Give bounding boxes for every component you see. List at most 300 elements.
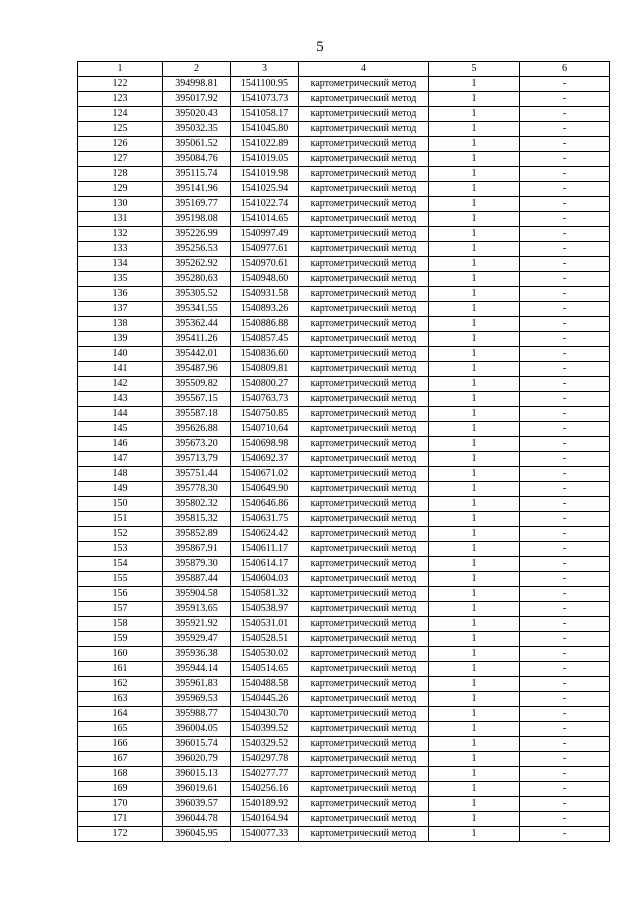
method-cell: картометрический метод <box>299 92 429 107</box>
description-cell: - <box>520 752 610 767</box>
y-coordinate-cell: 1540538.97 <box>231 602 299 617</box>
table-row <box>78 452 610 467</box>
column-header: 5 <box>429 62 520 77</box>
point-number-cell: 130 <box>78 197 163 212</box>
y-coordinate-cell: 1540399.52 <box>231 722 299 737</box>
y-coordinate-cell: 1540297.78 <box>231 752 299 767</box>
y-coordinate-cell: 1540886.88 <box>231 317 299 332</box>
description-cell: - <box>520 662 610 677</box>
accuracy-cell: 1 <box>429 497 520 512</box>
description-cell: - <box>520 77 610 92</box>
x-coordinate-cell: 396020.79 <box>163 752 231 767</box>
table-row <box>78 182 610 197</box>
description-cell: - <box>520 722 610 737</box>
accuracy-cell: 1 <box>429 137 520 152</box>
method-cell: картометрический метод <box>299 362 429 377</box>
description-cell: - <box>520 302 610 317</box>
point-number-cell: 170 <box>78 797 163 812</box>
description-cell: - <box>520 212 610 227</box>
point-number-cell: 139 <box>78 332 163 347</box>
table-row <box>78 77 610 92</box>
y-coordinate-cell: 1540698.98 <box>231 437 299 452</box>
method-cell: картометрический метод <box>299 257 429 272</box>
description-cell: - <box>520 287 610 302</box>
description-cell: - <box>520 827 610 842</box>
x-coordinate-cell: 395115.74 <box>163 167 231 182</box>
column-header: 4 <box>299 62 429 77</box>
description-cell: - <box>520 242 610 257</box>
x-coordinate-cell: 395280.63 <box>163 272 231 287</box>
accuracy-cell: 1 <box>429 362 520 377</box>
table-row <box>78 482 610 497</box>
y-coordinate-cell: 1540931.58 <box>231 287 299 302</box>
x-coordinate-cell: 395929.47 <box>163 632 231 647</box>
description-cell: - <box>520 347 610 362</box>
accuracy-cell: 1 <box>429 377 520 392</box>
point-number-cell: 136 <box>78 287 163 302</box>
point-number-cell: 125 <box>78 122 163 137</box>
description-cell: - <box>520 152 610 167</box>
point-number-cell: 147 <box>78 452 163 467</box>
x-coordinate-cell: 395032.35 <box>163 122 231 137</box>
x-coordinate-cell: 396015.13 <box>163 767 231 782</box>
point-number-cell: 127 <box>78 152 163 167</box>
table-row <box>78 812 610 827</box>
description-cell: - <box>520 257 610 272</box>
method-cell: картометрический метод <box>299 662 429 677</box>
x-coordinate-cell: 395198.08 <box>163 212 231 227</box>
x-coordinate-cell: 395567.15 <box>163 392 231 407</box>
accuracy-cell: 1 <box>429 557 520 572</box>
x-coordinate-cell: 395936.38 <box>163 647 231 662</box>
table-row <box>78 407 610 422</box>
accuracy-cell: 1 <box>429 527 520 542</box>
accuracy-cell: 1 <box>429 422 520 437</box>
y-coordinate-cell: 1540488.58 <box>231 677 299 692</box>
method-cell: картометрический метод <box>299 647 429 662</box>
column-header: 1 <box>78 62 163 77</box>
method-cell: картометрический метод <box>299 602 429 617</box>
x-coordinate-cell: 395988.77 <box>163 707 231 722</box>
description-cell: - <box>520 167 610 182</box>
x-coordinate-cell: 395673.20 <box>163 437 231 452</box>
accuracy-cell: 1 <box>429 572 520 587</box>
point-number-cell: 146 <box>78 437 163 452</box>
y-coordinate-cell: 1540857.45 <box>231 332 299 347</box>
table-row <box>78 242 610 257</box>
page-number: 5 <box>316 39 324 55</box>
accuracy-cell: 1 <box>429 287 520 302</box>
y-coordinate-cell: 1541022.89 <box>231 137 299 152</box>
y-coordinate-cell: 1540809.81 <box>231 362 299 377</box>
point-number-cell: 162 <box>78 677 163 692</box>
y-coordinate-cell: 1540514.65 <box>231 662 299 677</box>
y-coordinate-cell: 1540611.17 <box>231 542 299 557</box>
table-row <box>78 617 610 632</box>
table-row <box>78 692 610 707</box>
accuracy-cell: 1 <box>429 182 520 197</box>
table-row <box>78 677 610 692</box>
x-coordinate-cell: 396019.61 <box>163 782 231 797</box>
accuracy-cell: 1 <box>429 197 520 212</box>
method-cell: картометрический метод <box>299 302 429 317</box>
x-coordinate-cell: 395362.44 <box>163 317 231 332</box>
description-cell: - <box>520 482 610 497</box>
method-cell: картометрический метод <box>299 497 429 512</box>
description-cell: - <box>520 497 610 512</box>
table-row <box>78 647 610 662</box>
method-cell: картометрический метод <box>299 632 429 647</box>
description-cell: - <box>520 407 610 422</box>
description-cell: - <box>520 617 610 632</box>
table-row <box>78 107 610 122</box>
description-cell: - <box>520 797 610 812</box>
method-cell: картометрический метод <box>299 482 429 497</box>
point-number-cell: 122 <box>78 77 163 92</box>
y-coordinate-cell: 1540189.92 <box>231 797 299 812</box>
table-row <box>78 317 610 332</box>
x-coordinate-cell: 395442.01 <box>163 347 231 362</box>
point-number-cell: 151 <box>78 512 163 527</box>
method-cell: картометрический метод <box>299 392 429 407</box>
point-number-cell: 138 <box>78 317 163 332</box>
point-number-cell: 154 <box>78 557 163 572</box>
table-row <box>78 332 610 347</box>
y-coordinate-cell: 1540997.49 <box>231 227 299 242</box>
accuracy-cell: 1 <box>429 707 520 722</box>
description-cell: - <box>520 227 610 242</box>
accuracy-cell: 1 <box>429 272 520 287</box>
table-row <box>78 422 610 437</box>
description-cell: - <box>520 632 610 647</box>
table-row <box>78 587 610 602</box>
table-row <box>78 737 610 752</box>
description-cell: - <box>520 377 610 392</box>
accuracy-cell: 1 <box>429 737 520 752</box>
coordinates-table <box>77 61 610 842</box>
y-coordinate-cell: 1540671.02 <box>231 467 299 482</box>
y-coordinate-cell: 1540763.73 <box>231 392 299 407</box>
table-row <box>78 497 610 512</box>
table-body <box>78 77 610 842</box>
accuracy-cell: 1 <box>429 152 520 167</box>
table-row <box>78 542 610 557</box>
point-number-cell: 160 <box>78 647 163 662</box>
description-cell: - <box>520 542 610 557</box>
accuracy-cell: 1 <box>429 827 520 842</box>
accuracy-cell: 1 <box>429 392 520 407</box>
point-number-cell: 131 <box>78 212 163 227</box>
method-cell: картометрический метод <box>299 782 429 797</box>
accuracy-cell: 1 <box>429 692 520 707</box>
description-cell: - <box>520 677 610 692</box>
x-coordinate-cell: 395913.65 <box>163 602 231 617</box>
method-cell: картометрический метод <box>299 197 429 212</box>
description-cell: - <box>520 272 610 287</box>
table-row <box>78 752 610 767</box>
accuracy-cell: 1 <box>429 227 520 242</box>
y-coordinate-cell: 1540893.26 <box>231 302 299 317</box>
method-cell: картометрический метод <box>299 242 429 257</box>
y-coordinate-cell: 1540948.60 <box>231 272 299 287</box>
point-number-cell: 128 <box>78 167 163 182</box>
y-coordinate-cell: 1540649.90 <box>231 482 299 497</box>
accuracy-cell: 1 <box>429 302 520 317</box>
method-cell: картометрический метод <box>299 767 429 782</box>
point-number-cell: 126 <box>78 137 163 152</box>
x-coordinate-cell: 396044.78 <box>163 812 231 827</box>
table-row <box>78 212 610 227</box>
description-cell: - <box>520 107 610 122</box>
description-cell: - <box>520 137 610 152</box>
y-coordinate-cell: 1540977.61 <box>231 242 299 257</box>
accuracy-cell: 1 <box>429 332 520 347</box>
point-number-cell: 169 <box>78 782 163 797</box>
point-number-cell: 164 <box>78 707 163 722</box>
accuracy-cell: 1 <box>429 257 520 272</box>
accuracy-cell: 1 <box>429 512 520 527</box>
y-coordinate-cell: 1540277.77 <box>231 767 299 782</box>
table-row <box>78 767 610 782</box>
description-cell: - <box>520 317 610 332</box>
accuracy-cell: 1 <box>429 782 520 797</box>
x-coordinate-cell: 395509.82 <box>163 377 231 392</box>
column-header: 3 <box>231 62 299 77</box>
table-row <box>78 137 610 152</box>
method-cell: картометрический метод <box>299 692 429 707</box>
description-cell: - <box>520 452 610 467</box>
description-cell: - <box>520 587 610 602</box>
table-row <box>78 167 610 182</box>
method-cell: картометрический метод <box>299 287 429 302</box>
accuracy-cell: 1 <box>429 92 520 107</box>
method-cell: картометрический метод <box>299 407 429 422</box>
y-coordinate-cell: 1540077.33 <box>231 827 299 842</box>
x-coordinate-cell: 396045.95 <box>163 827 231 842</box>
y-coordinate-cell: 1540614.17 <box>231 557 299 572</box>
point-number-cell: 141 <box>78 362 163 377</box>
point-number-cell: 129 <box>78 182 163 197</box>
accuracy-cell: 1 <box>429 767 520 782</box>
y-coordinate-cell: 1540530.02 <box>231 647 299 662</box>
method-cell: картометрический метод <box>299 812 429 827</box>
description-cell: - <box>520 782 610 797</box>
y-coordinate-cell: 1540800.27 <box>231 377 299 392</box>
accuracy-cell: 1 <box>429 752 520 767</box>
y-coordinate-cell: 1541100.95 <box>231 77 299 92</box>
point-number-cell: 167 <box>78 752 163 767</box>
y-coordinate-cell: 1541073.73 <box>231 92 299 107</box>
accuracy-cell: 1 <box>429 317 520 332</box>
point-number-cell: 142 <box>78 377 163 392</box>
table-row <box>78 347 610 362</box>
x-coordinate-cell: 395961.83 <box>163 677 231 692</box>
point-number-cell: 133 <box>78 242 163 257</box>
y-coordinate-cell: 1540750.85 <box>231 407 299 422</box>
x-coordinate-cell: 395879.30 <box>163 557 231 572</box>
method-cell: картометрический метод <box>299 422 429 437</box>
accuracy-cell: 1 <box>429 482 520 497</box>
x-coordinate-cell: 395084.76 <box>163 152 231 167</box>
method-cell: картометрический метод <box>299 332 429 347</box>
point-number-cell: 165 <box>78 722 163 737</box>
method-cell: картометрический метод <box>299 167 429 182</box>
table-row <box>78 602 610 617</box>
y-coordinate-cell: 1540581.32 <box>231 587 299 602</box>
accuracy-cell: 1 <box>429 77 520 92</box>
method-cell: картометрический метод <box>299 317 429 332</box>
table-row <box>78 362 610 377</box>
accuracy-cell: 1 <box>429 812 520 827</box>
x-coordinate-cell: 395411.26 <box>163 332 231 347</box>
x-coordinate-cell: 395802.32 <box>163 497 231 512</box>
table-row <box>78 632 610 647</box>
point-number-cell: 157 <box>78 602 163 617</box>
method-cell: картометрический метод <box>299 722 429 737</box>
point-number-cell: 140 <box>78 347 163 362</box>
description-cell: - <box>520 512 610 527</box>
method-cell: картометрический метод <box>299 752 429 767</box>
table-row <box>78 272 610 287</box>
method-cell: картометрический метод <box>299 827 429 842</box>
method-cell: картометрический метод <box>299 707 429 722</box>
x-coordinate-cell: 395626.88 <box>163 422 231 437</box>
x-coordinate-cell: 396004.05 <box>163 722 231 737</box>
accuracy-cell: 1 <box>429 542 520 557</box>
table-row <box>78 302 610 317</box>
point-number-cell: 158 <box>78 617 163 632</box>
method-cell: картометрический метод <box>299 227 429 242</box>
method-cell: картометрический метод <box>299 377 429 392</box>
table-row <box>78 722 610 737</box>
method-cell: картометрический метод <box>299 572 429 587</box>
y-coordinate-cell: 1540256.16 <box>231 782 299 797</box>
point-number-cell: 168 <box>78 767 163 782</box>
table-row <box>78 152 610 167</box>
method-cell: картометрический метод <box>299 77 429 92</box>
y-coordinate-cell: 1540430.70 <box>231 707 299 722</box>
accuracy-cell: 1 <box>429 662 520 677</box>
description-cell: - <box>520 182 610 197</box>
description-cell: - <box>520 362 610 377</box>
y-coordinate-cell: 1541045.80 <box>231 122 299 137</box>
description-cell: - <box>520 602 610 617</box>
method-cell: картометрический метод <box>299 527 429 542</box>
y-coordinate-cell: 1541019.98 <box>231 167 299 182</box>
x-coordinate-cell: 395751.44 <box>163 467 231 482</box>
x-coordinate-cell: 395141.96 <box>163 182 231 197</box>
accuracy-cell: 1 <box>429 212 520 227</box>
method-cell: картометрический метод <box>299 467 429 482</box>
table-row <box>78 572 610 587</box>
x-coordinate-cell: 395487.96 <box>163 362 231 377</box>
table-row <box>78 782 610 797</box>
accuracy-cell: 1 <box>429 677 520 692</box>
point-number-cell: 124 <box>78 107 163 122</box>
description-cell: - <box>520 422 610 437</box>
description-cell: - <box>520 647 610 662</box>
point-number-cell: 159 <box>78 632 163 647</box>
column-header: 2 <box>163 62 231 77</box>
table-row <box>78 827 610 842</box>
method-cell: картометрический метод <box>299 557 429 572</box>
description-cell: - <box>520 437 610 452</box>
point-number-cell: 153 <box>78 542 163 557</box>
point-number-cell: 143 <box>78 392 163 407</box>
description-cell: - <box>520 812 610 827</box>
point-number-cell: 150 <box>78 497 163 512</box>
table-row <box>78 287 610 302</box>
y-coordinate-cell: 1540528.51 <box>231 632 299 647</box>
y-coordinate-cell: 1540624.42 <box>231 527 299 542</box>
x-coordinate-cell: 395969.53 <box>163 692 231 707</box>
x-coordinate-cell: 395713.79 <box>163 452 231 467</box>
y-coordinate-cell: 1541014.65 <box>231 212 299 227</box>
method-cell: картометрический метод <box>299 677 429 692</box>
accuracy-cell: 1 <box>429 347 520 362</box>
x-coordinate-cell: 395017.92 <box>163 92 231 107</box>
table-row <box>78 257 610 272</box>
y-coordinate-cell: 1540836.60 <box>231 347 299 362</box>
x-coordinate-cell: 394998.81 <box>163 77 231 92</box>
description-cell: - <box>520 332 610 347</box>
method-cell: картометрический метод <box>299 122 429 137</box>
table-row <box>78 197 610 212</box>
description-cell: - <box>520 572 610 587</box>
method-cell: картометрический метод <box>299 797 429 812</box>
x-coordinate-cell: 395226.99 <box>163 227 231 242</box>
point-number-cell: 161 <box>78 662 163 677</box>
y-coordinate-cell: 1540531.01 <box>231 617 299 632</box>
point-number-cell: 144 <box>78 407 163 422</box>
x-coordinate-cell: 395921.92 <box>163 617 231 632</box>
method-cell: картометрический метод <box>299 347 429 362</box>
accuracy-cell: 1 <box>429 407 520 422</box>
y-coordinate-cell: 1541022.74 <box>231 197 299 212</box>
accuracy-cell: 1 <box>429 602 520 617</box>
point-number-cell: 134 <box>78 257 163 272</box>
description-cell: - <box>520 557 610 572</box>
description-cell: - <box>520 767 610 782</box>
table-row <box>78 557 610 572</box>
x-coordinate-cell: 395852.89 <box>163 527 231 542</box>
method-cell: картометрический метод <box>299 542 429 557</box>
table-row <box>78 377 610 392</box>
point-number-cell: 156 <box>78 587 163 602</box>
accuracy-cell: 1 <box>429 722 520 737</box>
point-number-cell: 123 <box>78 92 163 107</box>
y-coordinate-cell: 1540692.37 <box>231 452 299 467</box>
table-row <box>78 227 610 242</box>
point-number-cell: 148 <box>78 467 163 482</box>
point-number-cell: 137 <box>78 302 163 317</box>
description-cell: - <box>520 737 610 752</box>
x-coordinate-cell: 395061.52 <box>163 137 231 152</box>
description-cell: - <box>520 467 610 482</box>
table-header-row <box>78 62 610 77</box>
point-number-cell: 149 <box>78 482 163 497</box>
x-coordinate-cell: 396039.57 <box>163 797 231 812</box>
x-coordinate-cell: 396015.74 <box>163 737 231 752</box>
y-coordinate-cell: 1541019.05 <box>231 152 299 167</box>
point-number-cell: 132 <box>78 227 163 242</box>
method-cell: картометрический метод <box>299 152 429 167</box>
y-coordinate-cell: 1540329.52 <box>231 737 299 752</box>
y-coordinate-cell: 1540970.61 <box>231 257 299 272</box>
y-coordinate-cell: 1540646.86 <box>231 497 299 512</box>
point-number-cell: 155 <box>78 572 163 587</box>
x-coordinate-cell: 395815.32 <box>163 512 231 527</box>
